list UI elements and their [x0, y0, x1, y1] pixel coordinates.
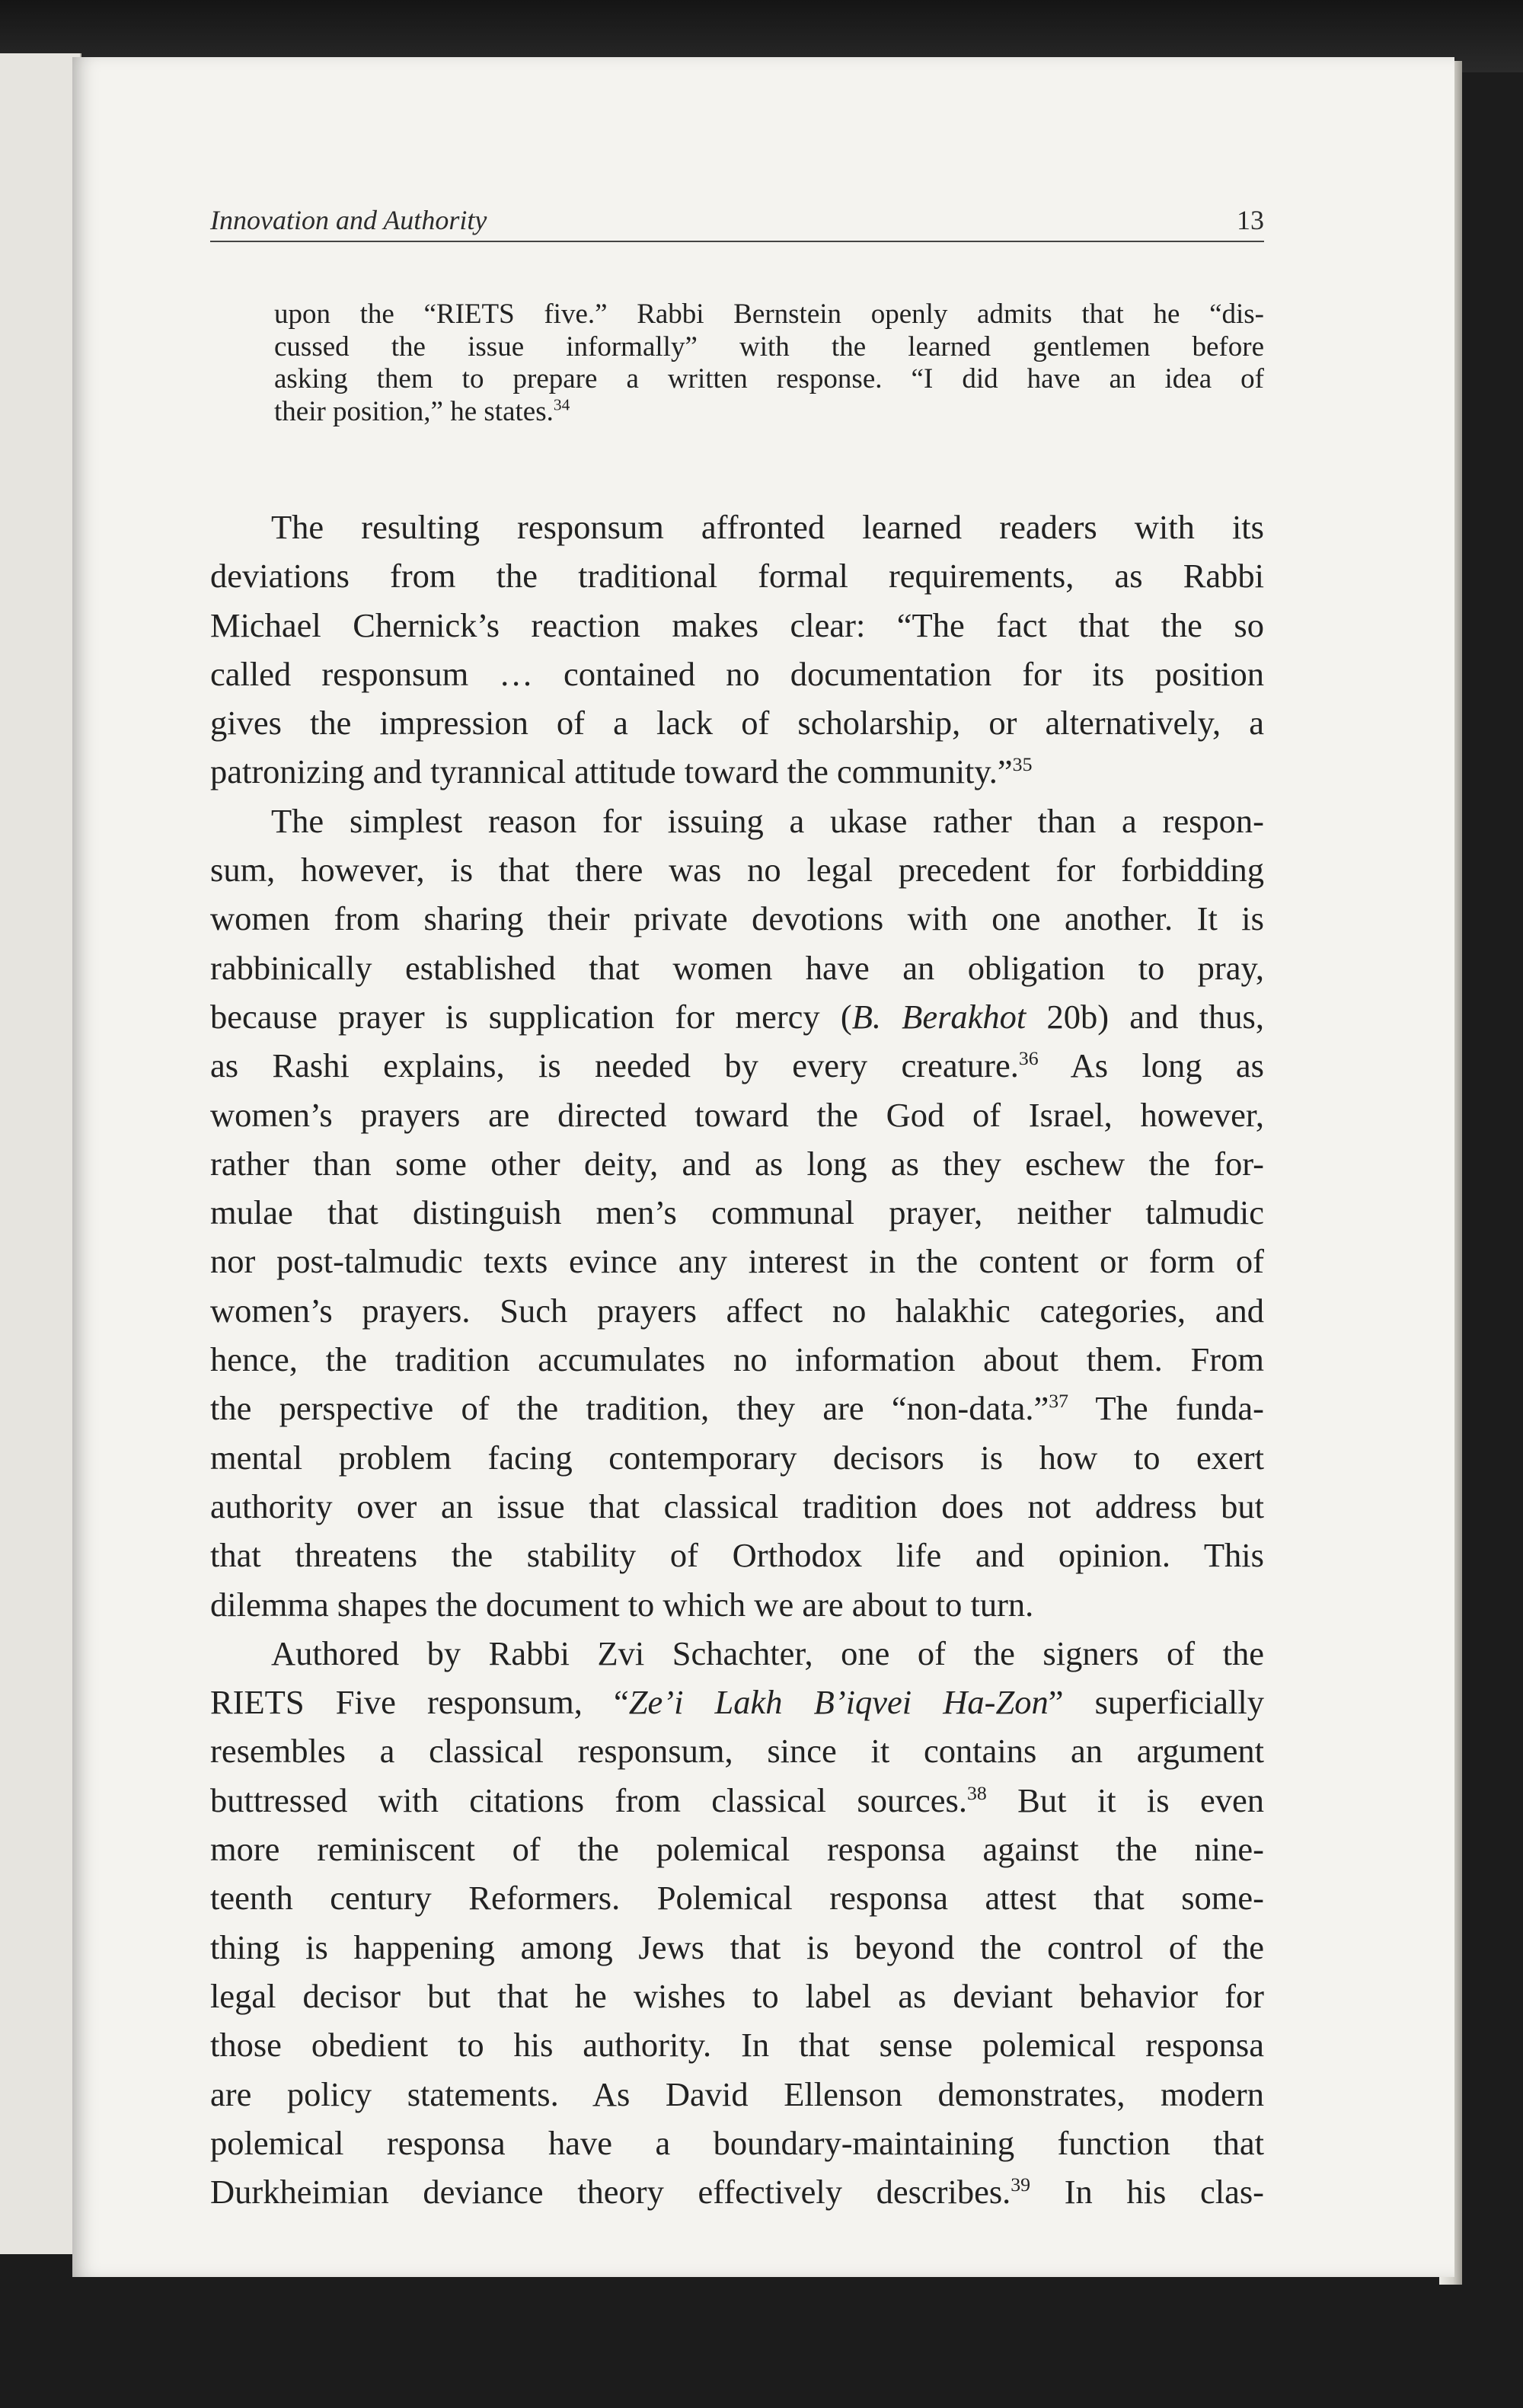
text-line: that threatens the stability of Orthodox life and opinion. This	[210, 1536, 1264, 1575]
text-line: upon the “RIETS five.” Rabbi Bernstein openly admits that he “dis-	[274, 299, 1264, 330]
text-line: mental problem facing contemporary decisors is how to exert	[210, 1438, 1264, 1477]
italic-text: B. Berakhot	[851, 997, 1027, 1036]
text-line: Michael Chernick’s reaction makes clear: “The fact that the so	[210, 605, 1264, 644]
text-line: deviations from the traditional formal requirements, as Rabbi	[210, 557, 1264, 596]
paragraph-first-line: Authored by Rabbi Zvi Schachter, one of the signers of the	[271, 1634, 1264, 1672]
text-line: authority over an issue that classical tradition does not address but	[210, 1487, 1264, 1525]
text-line: polemical responsa have a boundary-maintaining function that	[210, 2123, 1264, 2162]
italic-text: Ze’i Lakh B’iqvei Ha-Zon	[628, 1683, 1049, 1722]
text-line: called responsum … contained no documentation for its position	[210, 654, 1264, 693]
text-line: mulae that distinguish men’s communal prayer, neither talmudic	[210, 1193, 1264, 1232]
text-line: hence, the tradition accumulates no information about them. From	[210, 1340, 1264, 1379]
text-line: thing is happening among Jews that is beyond the control of the	[210, 1927, 1264, 1966]
text-line: are policy statements. As David Ellenson demonstrates, modern	[210, 2074, 1264, 2113]
text-line: nor post-talmudic texts evince any interest in the content or form of	[210, 1242, 1264, 1281]
text-line: their position,” he states.$^{34}$	[274, 395, 570, 428]
footnote-marker: 34	[553, 395, 570, 414]
paragraph-first-line: The simplest reason for issuing a ukase rather than a respon-	[271, 801, 1264, 840]
text-line: legal decisor but that he wishes to label as deviant behavior for	[210, 1976, 1264, 2015]
text-line: because prayer is supplication for mercy (B. Berakhot 20b) and thus,	[210, 997, 1264, 1036]
text-line: the perspective of the tradition, they are “non-data.”$^{37}$ The funda-	[210, 1389, 1264, 1428]
text-line: asking them to prepare a written response. “I did have an idea of	[274, 363, 1264, 395]
text-line: rabbinically established that women have an obligation to pray,	[210, 948, 1264, 987]
text-line: RIETS Five responsum, “Ze’i Lakh B’iqvei Ha-Zon” superficially	[210, 1683, 1264, 1722]
paragraph-first-line: The resulting responsum affronted learned readers with its	[271, 508, 1264, 546]
footnote-marker: 36	[1018, 1047, 1039, 1070]
block-quote-continuation	[210, 299, 1264, 429]
page-number: 13	[1237, 205, 1264, 235]
body-text	[210, 503, 1264, 2216]
footnote-marker: 35	[1012, 753, 1033, 776]
text-line: dilemma shapes the document to which we are about to turn.	[210, 1585, 1034, 1624]
text-line: buttressed with citations from classical sources.$^{38}$ But it is even	[210, 1780, 1264, 1819]
text-line: women from sharing their private devotions with one another. It is	[210, 899, 1264, 938]
text-line: patronizing and tyrannical attitude toward the community.”$^{35}$	[210, 752, 1033, 791]
text-line: gives the impression of a lack of scholarship, or alternatively, a	[210, 704, 1264, 743]
text-line: more reminiscent of the polemical responsa against the nine-	[210, 1830, 1264, 1869]
text-line: sum, however, is that there was no legal precedent for forbidding	[210, 851, 1264, 889]
text-line: women’s prayers are directed toward the God of Israel, however,	[210, 1095, 1264, 1134]
footnote-marker: 39	[1011, 2173, 1031, 2196]
text-line: cussed the issue informally” with the learned gentlemen before	[274, 331, 1264, 362]
text-line: resembles a classical responsum, since it contains an argument	[210, 1732, 1264, 1771]
text-line: Durkheimian deviance theory effectively describes.$^{39}$ In his clas-	[210, 2173, 1264, 2212]
footnote-marker: 38	[967, 1781, 987, 1804]
text-line: women’s prayers. Such prayers affect no halakhic categories, and	[210, 1291, 1264, 1330]
footnote-marker: 37	[1049, 1390, 1068, 1413]
running-header	[210, 200, 1264, 242]
text-line: those obedient to his authority. In that sense polemical responsa	[210, 2026, 1264, 2065]
facing-page-edge	[0, 53, 81, 2254]
text-line: as Rashi explains, is needed by every creature.$^{36}$ As long as	[210, 1046, 1264, 1085]
text-line: teenth century Reformers. Polemical responsa attest that some-	[210, 1879, 1264, 1918]
running-title: Innovation and Authority	[210, 205, 487, 235]
text-line: rather than some other deity, and as long as they eschew the for-	[210, 1144, 1264, 1183]
